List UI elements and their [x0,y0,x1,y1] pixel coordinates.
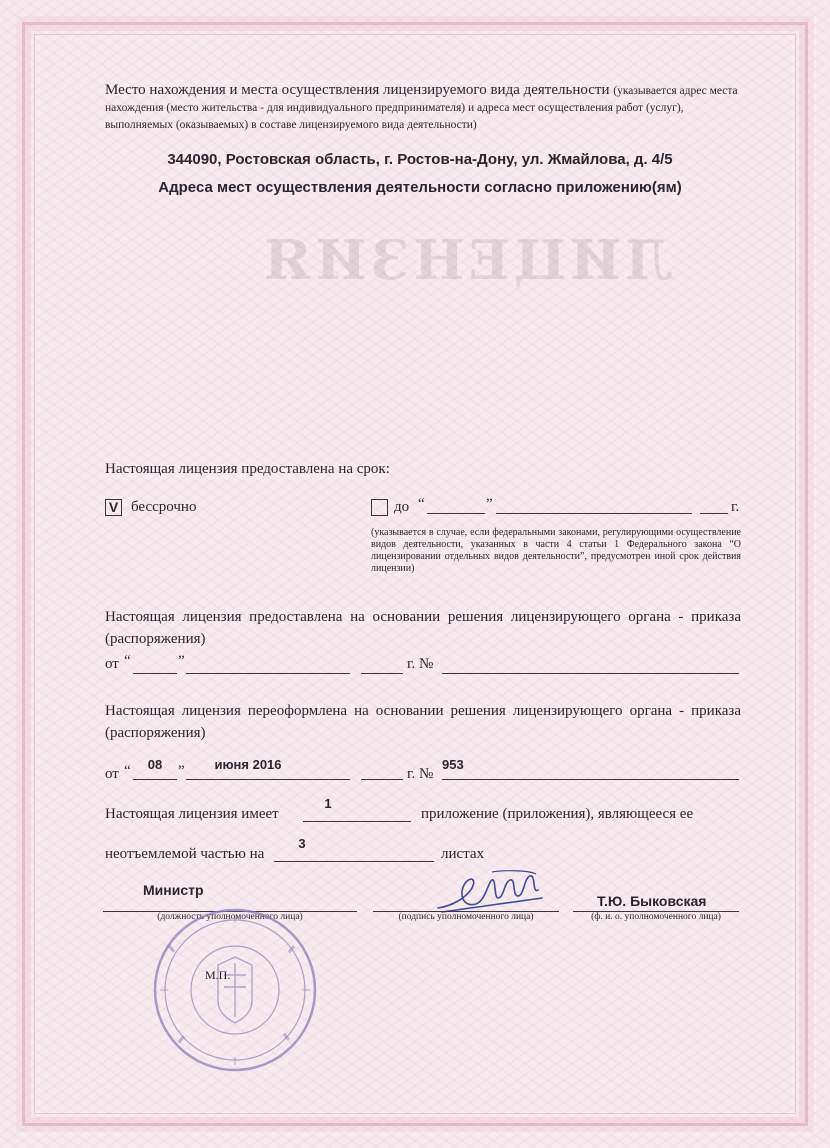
appendix-text-before: Настоящая лицензия имеет [105,806,279,822]
reissued-year-line [361,779,403,780]
appendix-count: 1 [324,796,332,811]
location-heading [105,82,745,133]
granted-quote-open: “ [124,653,131,669]
until-label: до [394,499,410,515]
reissued-quote-close: ” [178,763,185,779]
granted-text: Настоящая лицензия предоставлена на основании решения лицензирующего органа - приказа (распоряжения) [105,609,741,647]
granted-number-line [442,673,739,674]
sheets-count: 3 [298,836,306,851]
reissued-from-label: от [105,766,119,782]
stamp-label: М.П. [205,968,231,982]
reissued-day-line [133,779,177,780]
signature-caption: (подпись уполномоченного лица) [398,912,534,922]
granted-quote-close: ” [178,653,185,669]
location-heading-text: Место нахождения и места осуществления лицензируемого вида деятельности [105,82,610,98]
reissued-quote-open: “ [124,763,131,779]
location-heading-note: (указывается адрес места нахождения (место жительства - для индивидуального предпринимателя) и адреса мест осуществления работ (услуг), выполняемых (оказываемых) в составе лицензируемого вида деятельности) [105,85,738,131]
granted-number-label: г. № [407,656,434,672]
granted-month-line [186,673,350,674]
granted-day-line [133,673,177,674]
address: 344090, Ростовская область, г. Ростов-на-Дону, ул. Жмайлова, д. 4/5 [167,151,673,168]
until-quote-close: ” [486,496,493,512]
reissued-number-line [442,779,739,780]
indefinite-checkbox[interactable]: V [105,499,122,516]
reissued-number-label: г. № [407,766,434,782]
sheets-text-after: листах [441,846,485,862]
term-label: Настоящая лицензия предоставлена на срок: [105,461,390,477]
until-quote-open: “ [418,496,425,512]
signatory-name: Т.Ю. Быковская [597,893,707,909]
reissued-day: 08 [147,757,163,772]
reissued-month-year: июня 2016 [214,757,282,772]
until-month-line [496,513,692,514]
reverse-side-watermark: ЛИЦЕНЗИЯ [260,228,673,292]
until-year-suffix: г. [731,499,740,515]
until-year-line [700,513,728,514]
position-caption: (должность уполномоченного лица) [157,912,303,922]
reissued-month-line [186,779,350,780]
name-caption: (ф. и. о. уполномоченного лица) [591,912,721,922]
granted-from-label: от [105,656,119,672]
appendix-count-line [303,821,411,822]
indefinite-label: бессрочно [131,499,197,515]
sheets-text-before: неотъемлемой частью на [105,846,265,862]
reissued-text: Настоящая лицензия переоформлена на основании решения лицензирующего органа - приказа (распоряжения) [105,703,741,741]
addresses-note: Адреса мест осуществления деятельности согласно приложению(ям) [158,179,682,196]
reissued-number: 953 [442,757,464,772]
sheets-count-line [274,861,434,862]
until-note: (указывается в случае, если федеральными законами, регулирующими осуществление видов деятельности, указанных в части 4 статьи 1 Федерального закона “О лицензировании отдельных видов деятельности”, предусмотрен иной срок действия лицензии) [371,527,741,574]
until-checkbox[interactable] [371,499,388,516]
until-day-line [427,513,485,514]
granted-year-line [361,673,403,674]
official-seal [150,905,320,1075]
appendix-text-after: приложение (приложения), являющееся ее [421,806,694,822]
signatory-position: Министр [143,882,204,898]
